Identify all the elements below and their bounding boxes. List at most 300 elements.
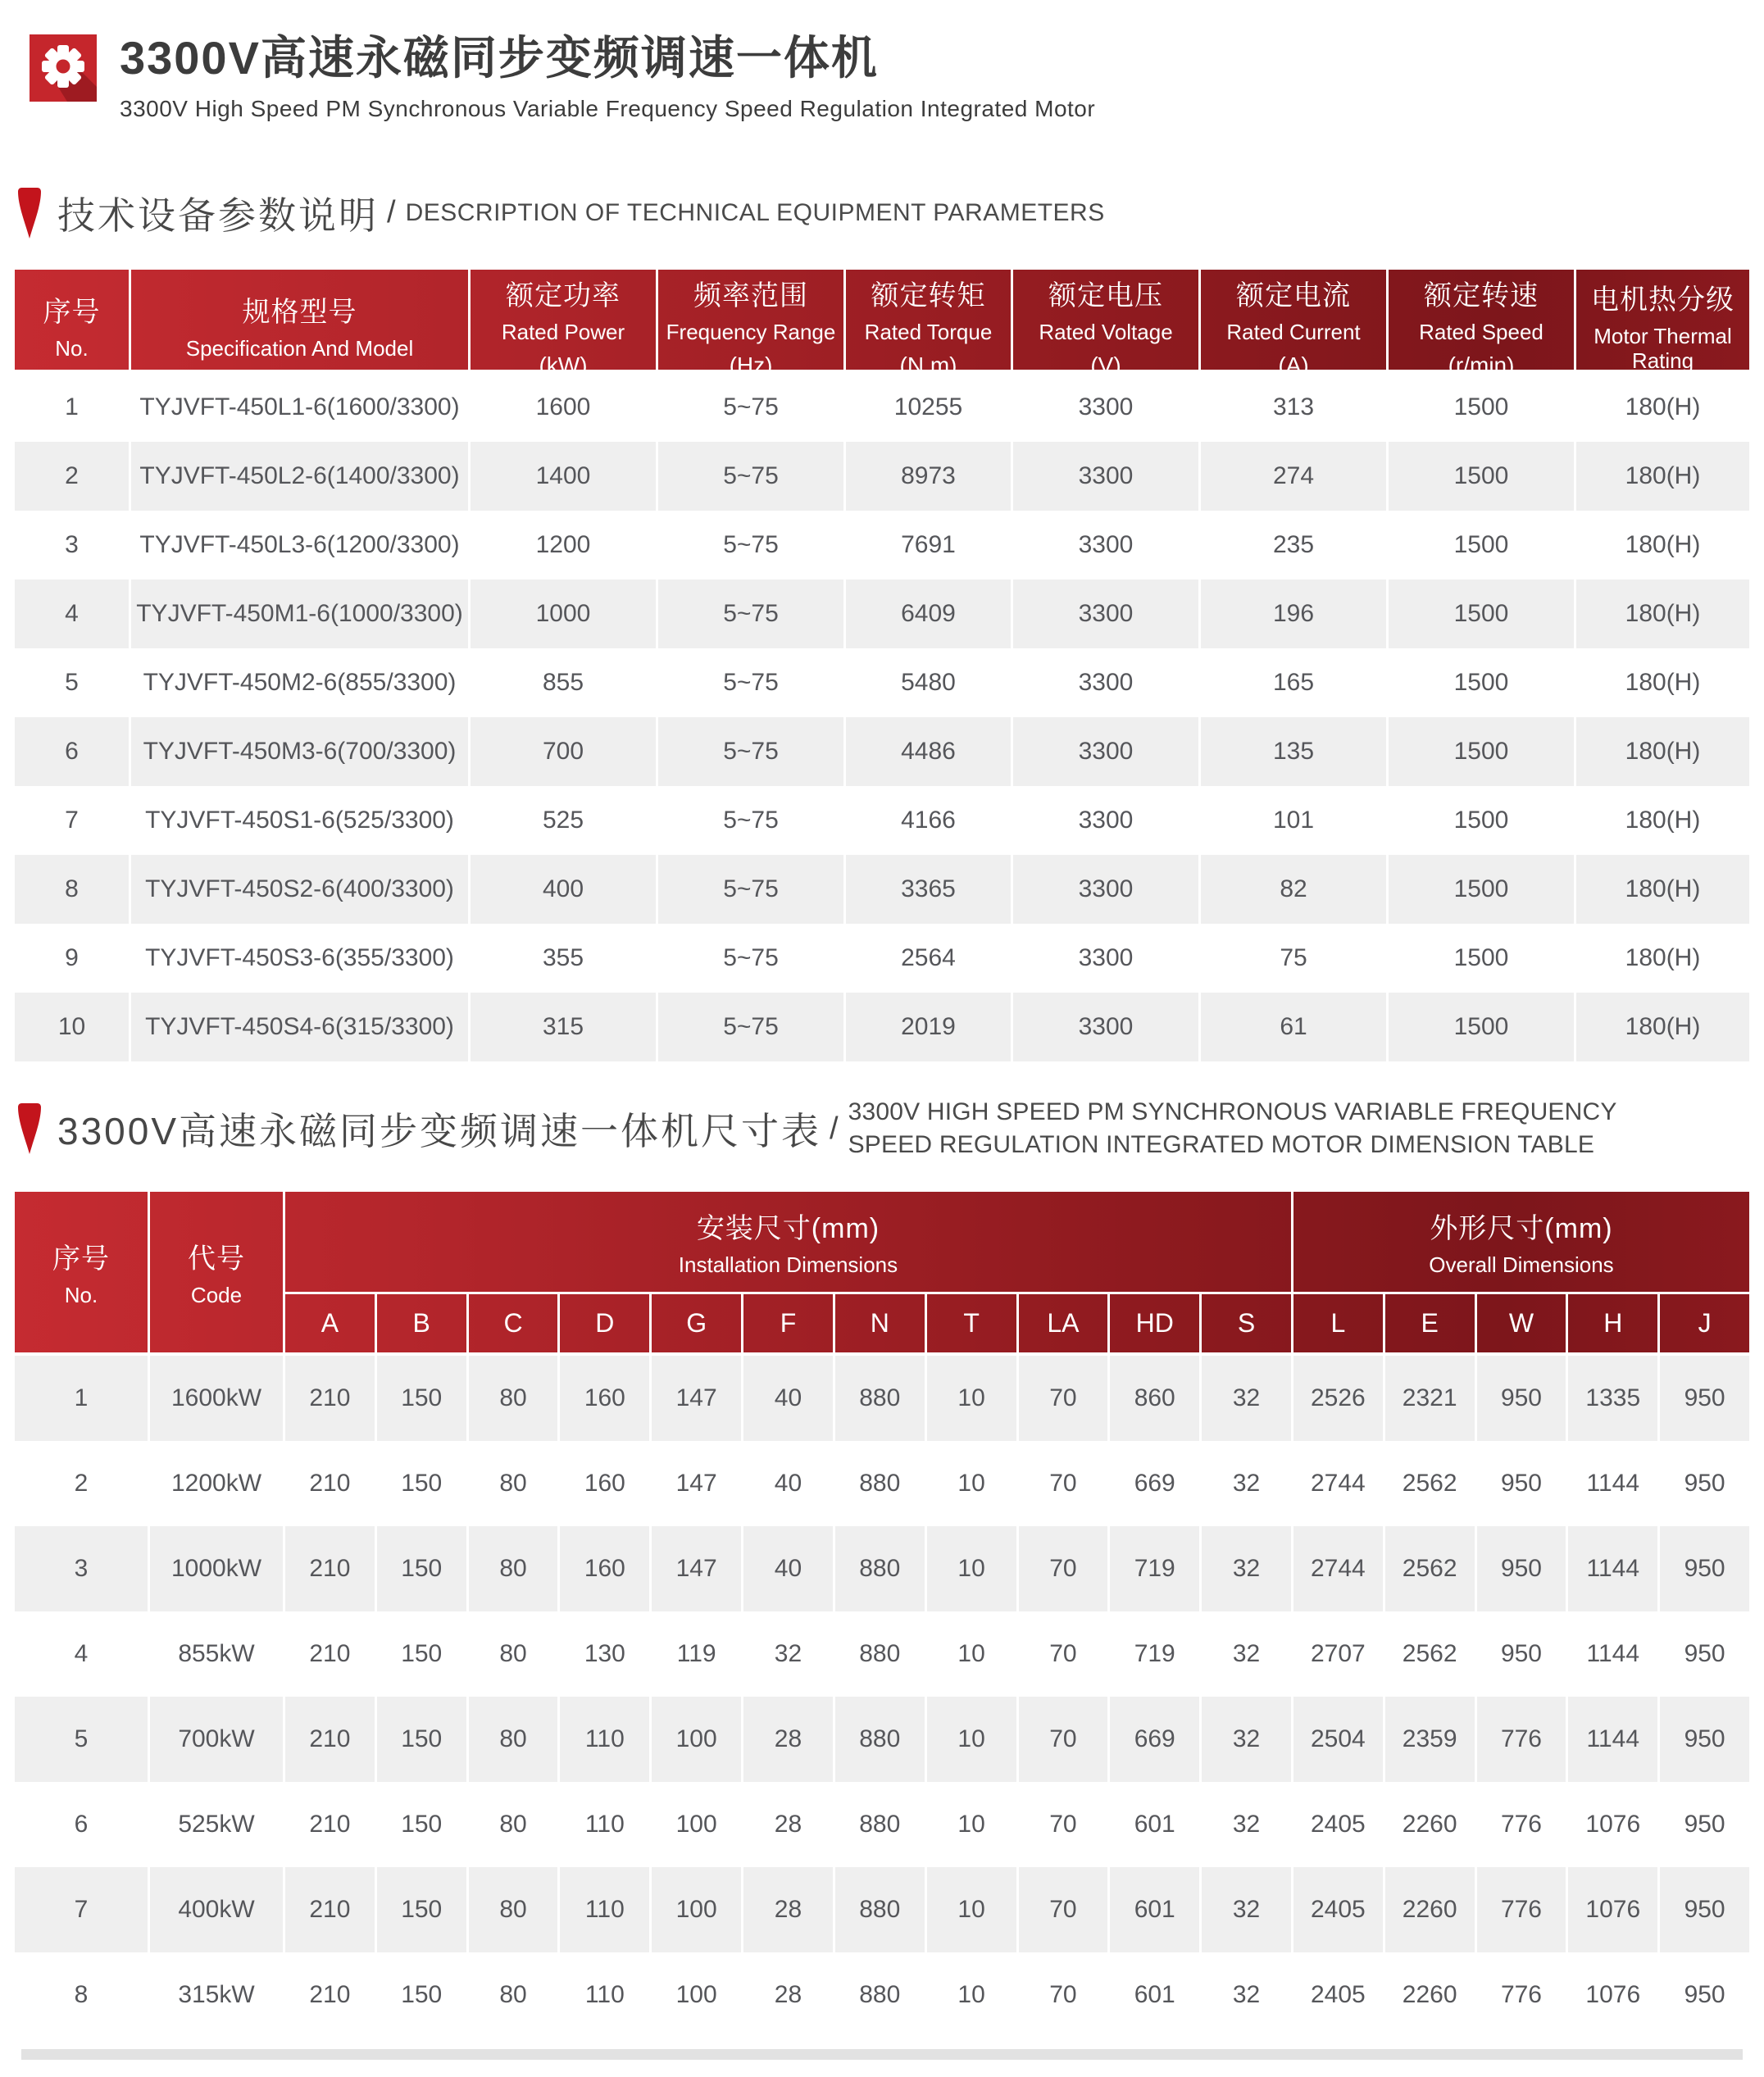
- table-row: [15, 1697, 1749, 1782]
- cell-LA: 70: [1016, 1867, 1108, 1952]
- cell-LA: 70: [1016, 1611, 1108, 1697]
- drop-marker-icon: [18, 188, 41, 239]
- col-header-H: H: [1566, 1292, 1657, 1352]
- cell-W: 950: [1475, 1611, 1566, 1697]
- table-row: [15, 786, 1749, 855]
- cell-LA: 70: [1016, 1697, 1108, 1782]
- cell-thermal-rating: 180(H): [1574, 855, 1749, 924]
- cell-S: 32: [1199, 1697, 1291, 1782]
- table-row: [15, 1867, 1749, 1952]
- cell-H: 1076: [1566, 1782, 1657, 1867]
- dimension-table: [15, 1192, 1749, 2038]
- section1-title-zh: 技术设备参数说明: [57, 193, 379, 237]
- cell-rated-speed: 1500: [1386, 648, 1574, 717]
- cell-C: 80: [466, 1952, 558, 2038]
- cell-D: 130: [557, 1611, 649, 1697]
- cell-no: 2: [65, 461, 79, 489]
- cell-LA: 70: [1016, 1441, 1108, 1526]
- cell-no: 5: [65, 668, 79, 696]
- cell-no: 9: [65, 943, 79, 971]
- col-header-G: G: [649, 1292, 741, 1352]
- cell-A: 210: [283, 1356, 375, 1441]
- table-row: [15, 993, 1749, 1061]
- cell-B: 150: [375, 1782, 466, 1867]
- cell-E: 2359: [1383, 1697, 1475, 1782]
- cell-rated-speed: 1500: [1386, 373, 1574, 442]
- cell-no: 4: [65, 599, 79, 627]
- cell-N: 880: [833, 1782, 925, 1867]
- cell-thermal-rating: 180(H): [1574, 717, 1749, 786]
- col-header-rated-current: 额定电流 Rated Current (A): [1198, 270, 1386, 382]
- cell-B: 150: [375, 1952, 466, 2038]
- cell-W: 950: [1475, 1441, 1566, 1526]
- cell-H: 1144: [1566, 1697, 1657, 1782]
- cell-rated-torque: 4486: [843, 717, 1011, 786]
- cell-LA: 70: [1016, 1952, 1108, 2038]
- cell-N: 880: [833, 1611, 925, 1697]
- cell-model: TYJVFT-450L1-6(1600/3300): [129, 373, 468, 442]
- cell-frequency-range: 5~75: [656, 511, 843, 579]
- cell-B: 150: [375, 1697, 466, 1782]
- spec-table-header: [15, 270, 1749, 378]
- cell-rated-voltage: 3300: [1011, 511, 1198, 579]
- cell-thermal-rating: 180(H): [1574, 511, 1749, 579]
- cell-S: 32: [1199, 1356, 1291, 1441]
- cell-E: 2562: [1383, 1526, 1475, 1611]
- cell-D: 160: [557, 1356, 649, 1441]
- cell-F: 40: [741, 1526, 833, 1611]
- cell-rated-speed: 1500: [1386, 786, 1574, 855]
- cell-frequency-range: 5~75: [656, 442, 843, 511]
- cell-D: 110: [557, 1952, 649, 2038]
- cell-T: 10: [925, 1526, 1016, 1611]
- cell-rated-speed: 1500: [1386, 924, 1574, 993]
- col-header-A: A: [283, 1292, 375, 1352]
- cell-model: TYJVFT-450S3-6(355/3300): [129, 924, 468, 993]
- cell-model: TYJVFT-450M3-6(700/3300): [129, 717, 468, 786]
- title-block: [120, 34, 1095, 122]
- cell-no: 3: [74, 1554, 89, 1582]
- cell-no: 7: [74, 1895, 89, 1923]
- cell-frequency-range: 5~75: [656, 993, 843, 1061]
- cell-W: 950: [1475, 1356, 1566, 1441]
- table-row: [15, 648, 1749, 717]
- cell-H: 1076: [1566, 1867, 1657, 1952]
- cell-rated-power: 315: [468, 993, 656, 1061]
- cell-N: 880: [833, 1697, 925, 1782]
- col-header-LA: LA: [1016, 1292, 1108, 1352]
- cell-rated-voltage: 3300: [1011, 373, 1198, 442]
- cell-HD: 860: [1107, 1356, 1199, 1441]
- cell-C: 80: [466, 1356, 558, 1441]
- cell-L: 2405: [1291, 1952, 1383, 2038]
- cell-A: 210: [283, 1441, 375, 1526]
- cell-rated-power: 525: [468, 786, 656, 855]
- cell-no: 8: [65, 875, 79, 902]
- cell-T: 10: [925, 1697, 1016, 1782]
- cell-rated-torque: 3365: [843, 855, 1011, 924]
- cell-rated-speed: 1500: [1386, 993, 1574, 1061]
- cell-S: 32: [1199, 1611, 1291, 1697]
- table-row: [15, 1611, 1749, 1697]
- page-subtitle: 3300V High Speed PM Synchronous Variable Frequency Speed Regulation Integrated Motor: [120, 95, 1096, 121]
- cell-rated-current: 274: [1198, 442, 1386, 511]
- cell-rated-power: 1400: [468, 442, 656, 511]
- cell-T: 10: [925, 1356, 1016, 1441]
- cell-rated-torque: 10255: [843, 373, 1011, 442]
- section1-title-en: DESCRIPTION OF TECHNICAL EQUIPMENT PARAMETERS: [405, 198, 1105, 226]
- cell-thermal-rating: 180(H): [1574, 786, 1749, 855]
- cell-J: 950: [1657, 1952, 1749, 2038]
- cell-H: 1076: [1566, 1952, 1657, 2038]
- col-header-thermal-rating: 电机热分级 Motor Thermal Rating: [1574, 270, 1749, 382]
- cell-B: 150: [375, 1867, 466, 1952]
- cell-rated-torque: 4166: [843, 786, 1011, 855]
- cell-C: 80: [466, 1867, 558, 1952]
- cell-L: 2744: [1291, 1441, 1383, 1526]
- cell-C: 80: [466, 1697, 558, 1782]
- col-header-E: E: [1383, 1292, 1475, 1352]
- section2-title-en-line1: 3300V HIGH SPEED PM SYNCHRONOUS VARIABLE FREQUENCY: [848, 1098, 1617, 1125]
- cell-T: 10: [925, 1611, 1016, 1697]
- cell-C: 80: [466, 1782, 558, 1867]
- cell-H: 1335: [1566, 1356, 1657, 1441]
- cell-A: 210: [283, 1952, 375, 2038]
- cell-N: 880: [833, 1356, 925, 1441]
- cell-L: 2504: [1291, 1697, 1383, 1782]
- cell-B: 150: [375, 1356, 466, 1441]
- cell-F: 28: [741, 1952, 833, 2038]
- cell-S: 32: [1199, 1867, 1291, 1952]
- cell-frequency-range: 5~75: [656, 786, 843, 855]
- cell-rated-power: 855: [468, 648, 656, 717]
- cell-W: 776: [1475, 1952, 1566, 2038]
- spec-table: [15, 270, 1749, 1061]
- table-row: [15, 442, 1749, 511]
- cell-rated-voltage: 3300: [1011, 786, 1198, 855]
- cell-code: 1600kW: [148, 1356, 283, 1441]
- cell-thermal-rating: 180(H): [1574, 579, 1749, 648]
- cell-frequency-range: 5~75: [656, 924, 843, 993]
- cell-rated-current: 165: [1198, 648, 1386, 717]
- cell-T: 10: [925, 1952, 1016, 2038]
- cell-A: 210: [283, 1867, 375, 1952]
- cell-T: 10: [925, 1867, 1016, 1952]
- cell-model: TYJVFT-450S1-6(525/3300): [129, 786, 468, 855]
- cell-N: 880: [833, 1952, 925, 2038]
- page-title: 3300V高速永磁同步变频调速一体机: [120, 32, 879, 84]
- cell-HD: 669: [1107, 1441, 1199, 1526]
- cell-thermal-rating: 180(H): [1574, 993, 1749, 1061]
- col-header-rated-voltage: 额定电压 Rated Voltage (V): [1011, 270, 1198, 382]
- col-header-D: D: [557, 1292, 649, 1352]
- cell-HD: 601: [1107, 1952, 1199, 2038]
- col-header-HD: HD: [1107, 1292, 1199, 1352]
- cell-rated-speed: 1500: [1386, 855, 1574, 924]
- cell-rated-torque: 2019: [843, 993, 1011, 1061]
- cell-S: 32: [1199, 1782, 1291, 1867]
- cell-B: 150: [375, 1441, 466, 1526]
- col-header-rated-torque: 额定转矩 Rated Torque (N.m): [843, 270, 1011, 382]
- cell-L: 2744: [1291, 1526, 1383, 1611]
- cell-rated-current: 196: [1198, 579, 1386, 648]
- cell-C: 80: [466, 1441, 558, 1526]
- cell-frequency-range: 5~75: [656, 855, 843, 924]
- cell-no: 4: [74, 1639, 89, 1667]
- col-header-rated-power: 额定功率 Rated Power (kW): [468, 270, 656, 382]
- cell-code: 525kW: [148, 1782, 283, 1867]
- cell-N: 880: [833, 1526, 925, 1611]
- cell-rated-current: 313: [1198, 373, 1386, 442]
- spec-table-body: [15, 373, 1749, 1061]
- cell-thermal-rating: 180(H): [1574, 373, 1749, 442]
- cell-rated-voltage: 3300: [1011, 442, 1198, 511]
- cell-LA: 70: [1016, 1356, 1108, 1441]
- cell-J: 950: [1657, 1782, 1749, 1867]
- table-row: [15, 717, 1749, 786]
- cell-W: 776: [1475, 1867, 1566, 1952]
- col-header-frequency-range: 频率范围 Frequency Range (Hz): [656, 270, 843, 382]
- cell-rated-speed: 1500: [1386, 579, 1574, 648]
- cell-T: 10: [925, 1441, 1016, 1526]
- cell-A: 210: [283, 1697, 375, 1782]
- cell-rated-current: 135: [1198, 717, 1386, 786]
- cell-rated-torque: 5480: [843, 648, 1011, 717]
- cell-no: 7: [65, 806, 79, 834]
- bottom-divider: [21, 2049, 1743, 2060]
- cell-model: TYJVFT-450S2-6(400/3300): [129, 855, 468, 924]
- cell-E: 2260: [1383, 1782, 1475, 1867]
- col-header-W: W: [1475, 1292, 1566, 1352]
- cell-S: 32: [1199, 1952, 1291, 2038]
- col-header-no: 序号 No.: [43, 297, 101, 361]
- cell-rated-power: 400: [468, 855, 656, 924]
- cell-D: 110: [557, 1697, 649, 1782]
- cell-J: 950: [1657, 1611, 1749, 1697]
- table-row: [15, 579, 1749, 648]
- cell-model: TYJVFT-450S4-6(315/3300): [129, 993, 468, 1061]
- cell-no: 10: [57, 1012, 86, 1040]
- cell-rated-power: 355: [468, 924, 656, 993]
- cell-J: 950: [1657, 1526, 1749, 1611]
- cell-H: 1144: [1566, 1526, 1657, 1611]
- cell-S: 32: [1199, 1441, 1291, 1526]
- cell-A: 210: [283, 1526, 375, 1611]
- cell-rated-power: 1000: [468, 579, 656, 648]
- table-row: [15, 1782, 1749, 1867]
- cell-C: 80: [466, 1526, 558, 1611]
- gear-icon: [30, 34, 97, 102]
- cell-rated-power: 1600: [468, 373, 656, 442]
- cell-LA: 70: [1016, 1782, 1108, 1867]
- col-header-S: S: [1199, 1292, 1291, 1352]
- cell-F: 40: [741, 1441, 833, 1526]
- cell-E: 2260: [1383, 1867, 1475, 1952]
- cell-B: 150: [375, 1526, 466, 1611]
- cell-E: 2562: [1383, 1611, 1475, 1697]
- section2-title-zh: 3300V高速永磁同步变频调速一体机尺寸表: [57, 1110, 822, 1153]
- cell-no: 6: [74, 1810, 89, 1838]
- cell-F: 28: [741, 1782, 833, 1867]
- cell-L: 2526: [1291, 1356, 1383, 1441]
- cell-rated-voltage: 3300: [1011, 924, 1198, 993]
- col-header-T: T: [925, 1292, 1016, 1352]
- cell-rated-power: 1200: [468, 511, 656, 579]
- col-header-C: C: [466, 1292, 558, 1352]
- cell-T: 10: [925, 1782, 1016, 1867]
- cell-D: 160: [557, 1526, 649, 1611]
- dimension-table-body: [15, 1356, 1749, 2038]
- cell-model: TYJVFT-450L2-6(1400/3300): [129, 442, 468, 511]
- section1-separator: /: [387, 195, 396, 230]
- cell-W: 776: [1475, 1782, 1566, 1867]
- cell-G: 100: [649, 1782, 741, 1867]
- cell-D: 160: [557, 1441, 649, 1526]
- cell-rated-voltage: 3300: [1011, 648, 1198, 717]
- table-row: [15, 924, 1749, 993]
- cell-W: 776: [1475, 1697, 1566, 1782]
- cell-rated-torque: 8973: [843, 442, 1011, 511]
- cell-F: 28: [741, 1867, 833, 1952]
- cell-G: 100: [649, 1867, 741, 1952]
- cell-code: 315kW: [148, 1952, 283, 2038]
- group-header-overall-dimensions: 外形尺寸(mm) Overall Dimensions: [1291, 1192, 1749, 1292]
- table-row: [15, 1441, 1749, 1526]
- cell-G: 100: [649, 1952, 741, 2038]
- col-header-model: 规格型号 Specification And Model: [129, 270, 468, 382]
- cell-rated-current: 61: [1198, 993, 1386, 1061]
- cell-rated-current: 82: [1198, 855, 1386, 924]
- cell-code: 400kW: [148, 1867, 283, 1952]
- col-header-no: 序号 No.: [52, 1243, 110, 1307]
- section2-title-en-line2: SPEED REGULATION INTEGRATED MOTOR DIMENSION TABLE: [848, 1131, 1595, 1159]
- cell-J: 950: [1657, 1867, 1749, 1952]
- cell-no: 3: [65, 530, 79, 558]
- drop-marker-icon: [18, 1103, 41, 1154]
- table-row: [15, 855, 1749, 924]
- cell-J: 950: [1657, 1356, 1749, 1441]
- cell-rated-torque: 7691: [843, 511, 1011, 579]
- cell-rated-current: 75: [1198, 924, 1386, 993]
- cell-code: 855kW: [148, 1611, 283, 1697]
- cell-rated-power: 700: [468, 717, 656, 786]
- cell-rated-torque: 6409: [843, 579, 1011, 648]
- col-header-L: L: [1291, 1292, 1383, 1352]
- cell-no: 1: [65, 393, 79, 420]
- cell-thermal-rating: 180(H): [1574, 442, 1749, 511]
- cell-L: 2405: [1291, 1867, 1383, 1952]
- col-header-code: 代号 Code: [148, 1192, 283, 1352]
- cell-C: 80: [466, 1611, 558, 1697]
- col-header-F: F: [741, 1292, 833, 1352]
- cell-L: 2405: [1291, 1782, 1383, 1867]
- cell-N: 880: [833, 1441, 925, 1526]
- cell-J: 950: [1657, 1697, 1749, 1782]
- cell-rated-current: 101: [1198, 786, 1386, 855]
- col-header-J: J: [1657, 1292, 1749, 1352]
- col-header-rated-speed: 额定转速 Rated Speed (r/min): [1386, 270, 1574, 382]
- cell-no: 6: [65, 737, 79, 765]
- cell-thermal-rating: 180(H): [1574, 648, 1749, 717]
- cell-HD: 669: [1107, 1697, 1199, 1782]
- cell-rated-speed: 1500: [1386, 442, 1574, 511]
- cell-G: 119: [649, 1611, 741, 1697]
- cell-G: 147: [649, 1356, 741, 1441]
- cell-HD: 601: [1107, 1867, 1199, 1952]
- cell-A: 210: [283, 1611, 375, 1697]
- table-row: [15, 373, 1749, 442]
- cell-frequency-range: 5~75: [656, 373, 843, 442]
- cell-N: 880: [833, 1867, 925, 1952]
- cell-thermal-rating: 180(H): [1574, 924, 1749, 993]
- cell-E: 2260: [1383, 1952, 1475, 2038]
- cell-F: 32: [741, 1611, 833, 1697]
- cell-E: 2562: [1383, 1441, 1475, 1526]
- table-row: [15, 1356, 1749, 1441]
- dimension-table-header: [15, 1192, 1749, 1352]
- section2-header: [18, 1096, 1764, 1162]
- cell-E: 2321: [1383, 1356, 1475, 1441]
- cell-J: 950: [1657, 1441, 1749, 1526]
- cell-frequency-range: 5~75: [656, 579, 843, 648]
- cell-code: 1200kW: [148, 1441, 283, 1526]
- col-header-B: B: [375, 1292, 466, 1352]
- section2-separator: /: [830, 1111, 839, 1146]
- cell-model: TYJVFT-450M2-6(855/3300): [129, 648, 468, 717]
- group-header-installation-dimensions: 安装尺寸(mm) Installation Dimensions: [283, 1192, 1291, 1292]
- cell-frequency-range: 5~75: [656, 648, 843, 717]
- table-row: [15, 1526, 1749, 1611]
- cell-rated-voltage: 3300: [1011, 717, 1198, 786]
- cell-HD: 719: [1107, 1526, 1199, 1611]
- cell-L: 2707: [1291, 1611, 1383, 1697]
- cell-model: TYJVFT-450L3-6(1200/3300): [129, 511, 468, 579]
- table-row: [15, 511, 1749, 579]
- cell-code: 1000kW: [148, 1526, 283, 1611]
- cell-G: 100: [649, 1697, 741, 1782]
- cell-no: 1: [74, 1384, 89, 1411]
- cell-W: 950: [1475, 1526, 1566, 1611]
- cell-rated-current: 235: [1198, 511, 1386, 579]
- cell-LA: 70: [1016, 1526, 1108, 1611]
- cell-no: 5: [74, 1725, 89, 1752]
- cell-rated-torque: 2564: [843, 924, 1011, 993]
- cell-D: 110: [557, 1867, 649, 1952]
- cell-S: 32: [1199, 1526, 1291, 1611]
- cell-F: 40: [741, 1356, 833, 1441]
- cell-no: 8: [74, 1980, 89, 2008]
- cell-D: 110: [557, 1782, 649, 1867]
- cell-A: 210: [283, 1782, 375, 1867]
- cell-HD: 719: [1107, 1611, 1199, 1697]
- cell-rated-speed: 1500: [1386, 511, 1574, 579]
- section2-title-en: [848, 1096, 1617, 1162]
- section1-header: [18, 186, 1764, 240]
- cell-G: 147: [649, 1526, 741, 1611]
- document-header: [0, 0, 1764, 122]
- cell-rated-speed: 1500: [1386, 717, 1574, 786]
- cell-H: 1144: [1566, 1611, 1657, 1697]
- cell-F: 28: [741, 1697, 833, 1782]
- cell-B: 150: [375, 1611, 466, 1697]
- cell-no: 2: [74, 1469, 89, 1497]
- col-header-N: N: [833, 1292, 925, 1352]
- table-row: [15, 1952, 1749, 2038]
- cell-rated-voltage: 3300: [1011, 579, 1198, 648]
- cell-H: 1144: [1566, 1441, 1657, 1526]
- cell-rated-voltage: 3300: [1011, 993, 1198, 1061]
- cell-code: 700kW: [148, 1697, 283, 1782]
